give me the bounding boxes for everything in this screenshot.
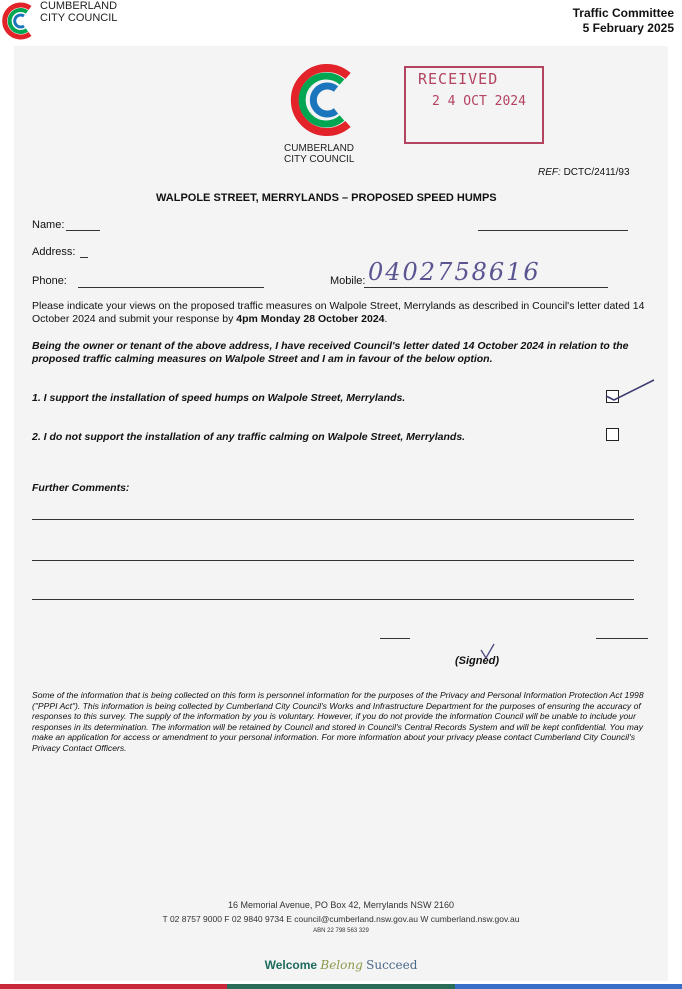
form-org-line2: CITY COUNCIL bbox=[284, 154, 355, 165]
name-label: Name: bbox=[32, 219, 65, 231]
option-support: 1. I support the installation of speed humps on Walpole Street, Merrylands. bbox=[32, 392, 406, 404]
checkmark-icon bbox=[604, 378, 658, 404]
comments-line-3[interactable] bbox=[32, 599, 634, 600]
bottom-color-bar bbox=[0, 984, 682, 989]
committee-title: Traffic Committee bbox=[572, 6, 674, 20]
header-org-name bbox=[40, 0, 117, 24]
phone-field[interactable] bbox=[78, 287, 264, 288]
deadline: 4pm Monday 28 October 2024 bbox=[236, 313, 385, 325]
council-logo-icon bbox=[288, 62, 362, 138]
instructions-end: . bbox=[384, 313, 388, 325]
mobile-label: Mobile: bbox=[330, 275, 366, 287]
slogan-belong: Belong bbox=[320, 958, 363, 972]
address-label: Address: bbox=[32, 246, 76, 258]
footer-contact: T 02 8757 9000 F 02 9840 9734 E council@cumberland.nsw.gov.au W cumberland.nsw.gov.au bbox=[162, 914, 520, 924]
ref-code: DCTC/2411/93 bbox=[563, 167, 630, 178]
form-org-name bbox=[284, 143, 354, 165]
option-oppose-checkbox[interactable] bbox=[606, 428, 619, 441]
signature-line-right[interactable] bbox=[596, 638, 648, 639]
form-org-line1: CUMBERLAND bbox=[284, 143, 355, 154]
instructions-text: Please indicate your views on the proposed traffic measures on Walpole Street, Merrylands as described in Council's letter dated 14 October 2024 and submit your response by bbox=[32, 300, 645, 325]
footer-address: 16 Memorial Avenue, PO Box 42, Merrylands NSW 2160 bbox=[228, 900, 454, 910]
footer-slogan bbox=[0, 958, 682, 972]
slogan-welcome: Welcome bbox=[264, 958, 318, 972]
signature-line-left[interactable] bbox=[380, 638, 410, 639]
form-title: WALPOLE STREET, MERRYLANDS – PROPOSED SPEED HUMPS bbox=[156, 192, 497, 204]
signed-label: (Signed) bbox=[455, 655, 499, 667]
name-field[interactable] bbox=[66, 230, 100, 231]
comments-line-2[interactable] bbox=[32, 560, 634, 561]
header-org-line1: CUMBERLAND bbox=[40, 0, 118, 12]
address-field[interactable] bbox=[80, 257, 88, 258]
declaration: Being the owner or tenant of the above address, I have received Council's letter dated 14 October 2024 in relation to the proposed traffic calming measures on Walpole Street and I am in favour of the below option. bbox=[32, 340, 629, 365]
received-stamp bbox=[404, 66, 544, 144]
privacy-notice: Some of the information that is being collected on this form is personnel information for the purposes of the Privacy and Personal Information Protection Act 1998 ("PPPI Act"). This information is being collected by Cumberland City Council's Works and Infrastructure Department for the purposes of ensuring the accuracy of responses to this survey. The supply of the information by you is voluntary. However, if you do not provide the information Council will be unable to include your responses in its determination. The information will be retained by Council and stored in Council's Central Records System and will be kept confidential. You may make an application for access or amendment to your personal information. For more information about your privacy please contact Cumberland City Council's Privacy Contact Officers. bbox=[32, 690, 644, 753]
instructions bbox=[32, 300, 650, 326]
reference bbox=[538, 167, 630, 178]
stamp-label: RECEIVED bbox=[418, 70, 499, 88]
comments-label: Further Comments: bbox=[32, 482, 130, 494]
slogan-succeed: Succeed bbox=[366, 958, 418, 972]
header-meta bbox=[573, 6, 674, 36]
mobile-handwritten-value: 0402758616 bbox=[368, 258, 541, 286]
name-right-field[interactable] bbox=[478, 230, 628, 231]
stamp-date: 2 4 OCT 2024 bbox=[432, 94, 526, 109]
meeting-date: 5 February 2025 bbox=[582, 21, 674, 35]
ref-prefix: REF: bbox=[538, 167, 561, 178]
footer-abn: ABN 22 798 563 329 bbox=[313, 928, 369, 934]
cumberland-logo-icon bbox=[0, 0, 40, 40]
scanned-form bbox=[14, 46, 668, 981]
option-oppose: 2. I do not support the installation of any traffic calming on Walpole Street, Merrylands. bbox=[32, 431, 466, 443]
header-org-line2: CITY COUNCIL bbox=[40, 12, 118, 24]
comments-line-1[interactable] bbox=[32, 519, 634, 520]
phone-label: Phone: bbox=[32, 275, 67, 287]
mobile-field[interactable] bbox=[364, 287, 608, 288]
